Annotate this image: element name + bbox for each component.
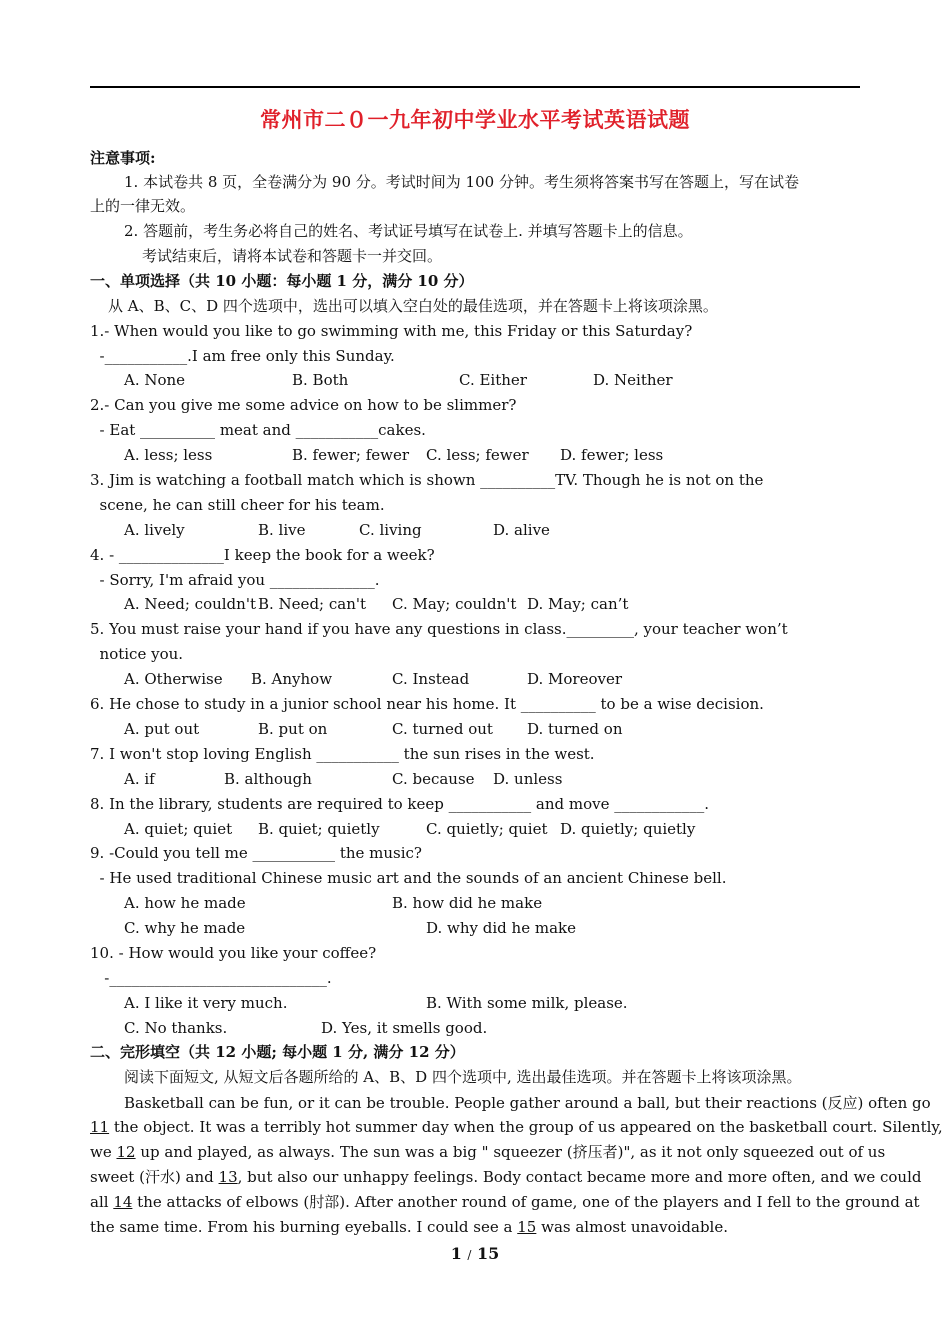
question-line: notice you. — [90, 645, 184, 663]
section2-instructions: 阅读下面短文, 从短文后各题所给的 A、B、D 四个选项中, 选出最佳选项。并在答题卡上将该项涂黑。 — [124, 1068, 802, 1086]
option-d: D. Neither — [593, 371, 673, 389]
notice-heading: 注意事项: — [90, 149, 156, 167]
option-b: B. With some milk, please. — [426, 994, 628, 1012]
option-a: A. Need; couldn't — [124, 595, 256, 613]
notice-item-1: 1. 本试卷共 8 页，全卷满分为 90 分。考试时间为 100 分钟。考生须将答案书写在答题上，写在试卷 — [124, 173, 799, 191]
notice-item-3: 考试结束后，请将本试卷和答题卡一并交回。 — [142, 247, 443, 265]
option-d: D. quietly; quietly — [560, 820, 696, 838]
option-a: A. if — [124, 770, 155, 788]
option-a: A. quiet; quiet — [124, 820, 233, 838]
option-c: C. why he made — [124, 919, 246, 937]
question-line: 4. - ______________I keep the book for a week? — [90, 546, 435, 564]
option-c: C. living — [359, 521, 422, 539]
option-b: B. although — [224, 770, 312, 788]
blank-number: 11 — [90, 1118, 110, 1136]
option-c: C. because — [392, 770, 475, 788]
option-c: C. No thanks. — [124, 1019, 228, 1037]
question-line: 1.- When would you like to go swimming with me, this Friday or this Saturday? — [90, 322, 693, 340]
option-a: A. put out — [124, 720, 200, 738]
question-line: - Sorry, I'm afraid you ______________. — [90, 571, 380, 589]
section1-heading: 一、单项选择（共 10 小题：每小题 1 分，满分 10 分） — [90, 272, 474, 290]
question-line: 10. - How would you like your coffee? — [90, 944, 377, 962]
option-d: D. fewer; less — [560, 446, 664, 464]
option-a: A. Otherwise — [124, 670, 223, 688]
blank-number: 15 — [517, 1218, 537, 1236]
option-d: D. May; can’t — [527, 595, 629, 613]
question-line: 7. I won't stop loving English ___________ the sun rises in the west. — [90, 745, 595, 763]
passage-line: we 12 up and played, as always. The sun was a big " squeezer (挤压者)", as it not only squeezed out of us — [90, 1143, 886, 1161]
option-d: D. Yes, it smells good. — [321, 1019, 488, 1037]
section2-heading: 二、完形填空（共 12 小题; 每小题 1 分, 满分 12 分） — [90, 1043, 465, 1061]
header-rule — [90, 86, 860, 88]
question-line: - Eat __________ meat and ___________cakes. — [90, 421, 426, 439]
option-c: C. Either — [459, 371, 527, 389]
passage-line: 11 the object. It was a terribly hot summer day when the group of us appeared on the basketball court. Silently, — [90, 1118, 943, 1136]
section1-instructions: 从 A、B、C、D 四个选项中，选出可以填入空白处的最佳选项，并在答题卡上将该项涂黑。 — [108, 297, 718, 315]
option-d: D. why did he make — [426, 919, 576, 937]
question-line: 9. -Could you tell me ___________ the music? — [90, 844, 422, 862]
option-d: D. alive — [493, 521, 550, 539]
blank-number: 14 — [113, 1193, 133, 1211]
question-line: 6. He chose to study in a junior school near his home. It __________ to be a wise decision. — [90, 695, 764, 713]
option-b: B. Both — [292, 371, 349, 389]
question-line: 8. In the library, students are required to keep ___________ and move ____________. — [90, 795, 709, 813]
option-a: A. lively — [124, 521, 185, 539]
option-b: B. live — [258, 521, 306, 539]
option-c: C. Instead — [392, 670, 470, 688]
option-d: D. unless — [493, 770, 563, 788]
question-line: -___________.I am free only this Sunday. — [90, 347, 395, 365]
option-a: A. I like it very much. — [124, 994, 288, 1012]
blank-number: 12 — [116, 1143, 136, 1161]
option-c: C. turned out — [392, 720, 493, 738]
option-c: C. May; couldn't — [392, 595, 517, 613]
notice-item-2: 2. 答题前，考生务必将自己的姓名、考试证号填写在试卷上. 并填写答题卡上的信息。 — [124, 222, 693, 240]
option-b: B. how did he make — [392, 894, 543, 912]
option-b: B. Anyhow — [251, 670, 333, 688]
option-c: C. less; fewer — [426, 446, 529, 464]
question-line: 3. Jim is watching a football match which is shown __________TV. Though he is not on the — [90, 471, 764, 489]
option-a: A. how he made — [124, 894, 246, 912]
option-c: C. quietly; quiet — [426, 820, 548, 838]
option-d: D. Moreover — [527, 670, 623, 688]
option-d: D. turned on — [527, 720, 623, 738]
notice-item-1-cont: 上的一律无效。 — [90, 197, 196, 215]
question-line: 2.- Can you give me some advice on how to be slimmer? — [90, 396, 517, 414]
option-b: B. fewer; fewer — [292, 446, 410, 464]
question-line: -_____________________________. — [90, 969, 332, 987]
question-line: scene, he can still cheer for his team. — [90, 496, 385, 514]
blank-number: 13 — [218, 1168, 238, 1186]
question-line: 5. You must raise your hand if you have any questions in class._________, your teacher won’t — [90, 620, 788, 638]
question-line: - He used traditional Chinese music art and the sounds of an ancient Chinese bell. — [90, 869, 727, 887]
passage-line: sweet (汗水) and 13, but also our unhappy feelings. Body contact became more and more often, and we could — [90, 1168, 922, 1186]
passage-line: all 14 the attacks of elbows (肘部). After another round of game, one of the players and I fell to the ground at — [90, 1193, 920, 1211]
passage-line: Basketball can be fun, or it can be trouble. People gather around a ball, but their reactions (反应) often go — [124, 1094, 931, 1112]
option-a: A. less; less — [124, 446, 213, 464]
option-b: B. Need; can't — [258, 595, 367, 613]
option-b: B. quiet; quietly — [258, 820, 380, 838]
option-b: B. put on — [258, 720, 328, 738]
page-number: 1 / 15 — [450, 1244, 500, 1263]
passage-line: the same time. From his burning eyeballs. I could see a 15 was almost unavoidable. — [90, 1218, 729, 1236]
page-title: 常州市二０一九年初中学业水平考试英语试题 — [260, 108, 690, 132]
option-a: A. None — [124, 371, 186, 389]
